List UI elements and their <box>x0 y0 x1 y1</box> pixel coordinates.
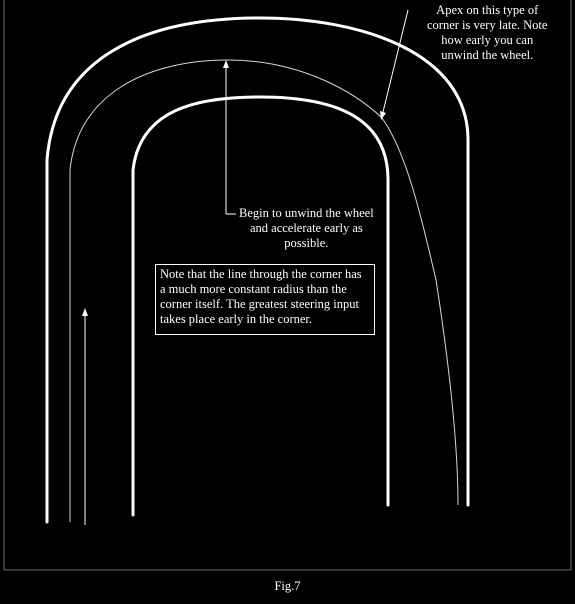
figure-caption: Fig.7 <box>274 579 301 593</box>
entry-arrow-head <box>82 308 88 316</box>
note-box: Note that the line through the corner has a much more constant radius than the corner itself. The greatest steering input takes place early in the corner. <box>155 264 375 335</box>
unwind-annotation-line: and accelerate early as <box>249 221 363 235</box>
apex-annotation <box>427 3 547 63</box>
apex-annotation-line: corner is very late. Note <box>427 18 548 32</box>
apex-annotation-line: Apex on this type of <box>436 3 539 17</box>
unwind-annotation-line: Begin to unwind the wheel <box>239 206 374 220</box>
unwind-annotation-line: possible. <box>284 236 329 250</box>
apex-annotation-line: how early you can <box>441 33 534 47</box>
unwind-annotation <box>239 206 374 251</box>
apex-annotation-line: unwind the wheel. <box>441 48 534 62</box>
unwind-pointer-head <box>223 60 229 68</box>
apex-pointer-line <box>382 10 408 116</box>
